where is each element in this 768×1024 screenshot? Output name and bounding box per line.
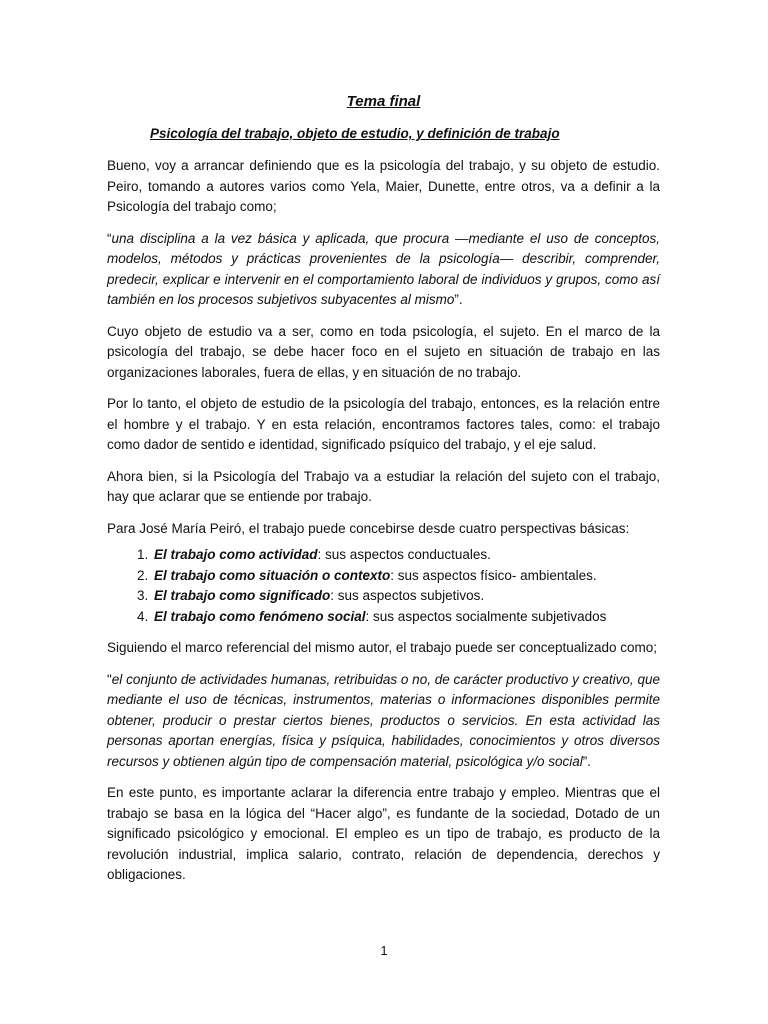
perspectives-list bbox=[107, 545, 660, 627]
list-item bbox=[152, 545, 660, 566]
list-item-text: : sus aspectos subjetivos. bbox=[330, 588, 485, 603]
paragraph-work-vs-employment: En este punto, es importante aclarar la diferencia entre trabajo y empleo. Mientras que el trabajo se basa en la lógica del “Hacer algo”, es fundante de la sociedad, Dotado de un significado psicológico y emocional. El empleo es un tipo de trabajo, es producto de la revolución industrial, implica salario, contrato, relación de dependencia, derechos y obligaciones. bbox=[107, 785, 660, 882]
list-item-emphasis: El trabajo como situación o contexto bbox=[154, 567, 391, 583]
list-item bbox=[152, 607, 660, 628]
list-item-text: : sus aspectos conductuales. bbox=[317, 547, 491, 562]
paragraph-object-of-study: Cuyo objeto de estudio va a ser, como en toda psicología, el sujeto. En el marco de la psicología del trabajo, se debe hacer foco en el sujeto en situación de trabajo en las organizaciones laborales, fuera de ellas, y en situación de no trabajo. bbox=[107, 323, 660, 380]
quote-text: una disciplina a la vez básica y aplicada, que procura —mediante el uso de conceptos, modelos, métodos y prácticas provenientes de la psicología— describir, comprender, predecir, explicar e intervenir en el comportamiento laboral de individuos y grupos, como así también en los procesos subjetivos subyacentes al mismo bbox=[107, 230, 660, 307]
document-subtitle: Psicología del trabajo, objeto de estudio, y definición de trabajo bbox=[150, 126, 560, 141]
list-item bbox=[152, 586, 660, 607]
quote-open-mark: " bbox=[107, 671, 112, 687]
list-item-text: : sus aspectos socialmente subjetivados bbox=[365, 608, 607, 624]
paragraph-definition-question: Ahora bien, si la Psicología del Trabajo va a estudiar la relación del sujeto con el trabajo, hay que aclarar que se entiende por trabajo. bbox=[107, 468, 660, 504]
quote-definition-psychology bbox=[107, 229, 660, 311]
quote-close-mark: ”. bbox=[454, 292, 463, 307]
paragraph-perspectives-intro: Para José María Peiró, el trabajo puede concebirse desde cuatro perspectivas básicas: bbox=[107, 520, 630, 536]
paragraph-conceptualization: Siguiendo el marco referencial del mismo autor, el trabajo puede ser conceptualizado como; bbox=[107, 640, 658, 655]
paragraph-relation: Por lo tanto, el objeto de estudio de la psicología del trabajo, entonces, es la relación entre el hombre y el trabajo. Y en esta relación, encontramos factores tales, como: el trabajo como dador de sentido e identidad, significado psíquico del trabajo, y el eje salud. bbox=[107, 396, 660, 452]
document-page bbox=[107, 92, 660, 897]
quote-definition-work bbox=[107, 670, 660, 773]
list-item-text: : sus aspectos físico- ambientales. bbox=[390, 567, 597, 583]
paragraph-intro: Bueno, voy a arrancar definiendo que es la psicología del trabajo, y su objeto de estudio. Peiro, tomando a autores varios como Yela, Maier, Dunette, entre otros, va a definir a la Psicología del trabajo como; bbox=[107, 158, 660, 214]
quote-close-mark: ”. bbox=[582, 753, 592, 769]
quote-open-mark: “ bbox=[107, 230, 112, 246]
page-number: 1 bbox=[380, 943, 388, 958]
document-title: Tema final bbox=[346, 93, 421, 110]
list-item bbox=[152, 566, 660, 587]
list-item-emphasis: El trabajo como fenómeno social bbox=[154, 608, 366, 624]
list-item-emphasis: El trabajo como significado bbox=[154, 588, 331, 603]
quote-text: el conjunto de actividades humanas, retribuidas o no, de carácter productivo y creativo, que mediante el uso de técnicas, instrumentos, materias o informaciones disponibles permite obtener, producir o prestar ciertos bienes, productos o servicios. En esta actividad las personas aportan energías, física y psíquica, habilidades, conocimientos y otros diversos recursos y obtienen algún tipo de compensación material, psicológica y/o social bbox=[107, 671, 660, 769]
list-item-emphasis: El trabajo como actividad bbox=[154, 547, 318, 562]
